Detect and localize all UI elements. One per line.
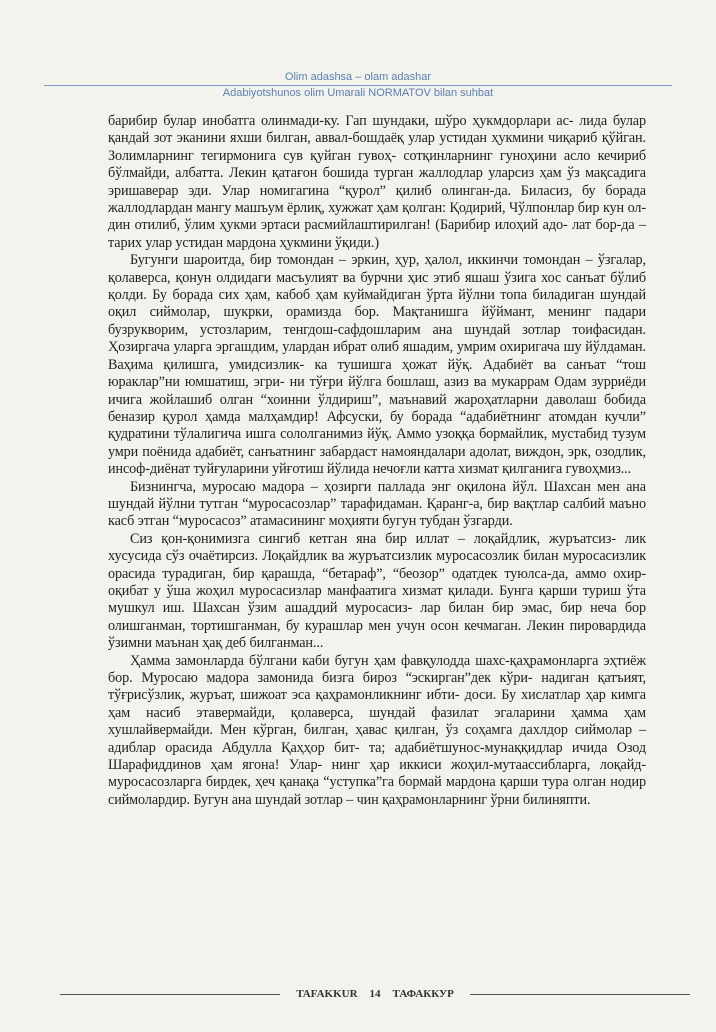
paragraph: Бизнингча, муросаю мадора – ҳозирги паллада энг оқилона йўл. Шахсан мен ана шундай йўлни тутган “муросасозлар” тарафидаман. Қаранг-а, бир вақтлар салбий маъно касб этган “муросасоз” атамасининг моҳияти бугун тубдан ўзгарди.	[108, 478, 646, 530]
paragraph: барибир булар инобатга олинмади-ку. Гап шундаки, шўро ҳукмдорлари ас- лида булар қандай зот эканини яхши билган, аввал-бошдаёқ улар устидан ҳукмини чиқариб қўйган. Золимларнинг тегирмонига сув қуйган гувоҳ- сотқинларнинг гуноҳини асло кечириб бўлмайди, албатта. Лекин қатағон бошида турган жаллодлар уларсиз ҳам ўз мақсадига эришаверар эди. Улар номигагина “қурол” қилиб олинган-да. Биласиз, бу борада жаллодлардан мангу машъум ёрлиқ, хужжат ҳам қолган: Қодирий, Чўлпонлар бир кун ол- дин отилиб, ўлим ҳукми эртаси расмийлаштирилган! (Барибир илоҳий адо- лат бор-да – тарих улар устидан мардона ҳукмини ўқиди.)	[108, 113, 646, 251]
running-head	[0, 70, 716, 100]
page-number: 14	[369, 988, 381, 1000]
running-subtitle: Adabiyotshunos olim Umarali NORMATOV bilan suhbat	[222, 87, 494, 99]
paragraph: Бугунги шароитда, бир томондан – эркин, ҳур, ҳалол, иккинчи томондан – ўзгалар, қолаверса, қонун олдидаги масъулият ва бурчни ҳис этиб яшаш ўзига хос санъат бўлиб қолди. Бу борада сих ҳам, кабоб ҳам куймайдиган ўрта йўлни топа биладиган шундай оқил сиймолар, шукрки, орамизда бор. Мақтанишга йўймант, менинг падари бузрукворим, устозларим, тенгдош-сафдошларим ана шундай зотлар тоифасидан. Ҳозиргача уларга эргашдим, улардан ибрат олиб яшадим, умрим охиригача шу йўлдаман. Ваҳима қилишга, умидсизлик- ка тушишга ҳожат йўқ. Адабиёт ва санъат “тош юраклар”ни юмшатиш, эгри- ни тўғри йўлга бошлаш, азиз ва мукаррам Одам зурриёди ичига жойлашиб олган “хоинни ўлдириш”, маънавий жароҳатларни даволаш бобида беназир қурол ҳамда малҳамдир! Афсуски, бу борада “адабиётнинг атомдан кучли” қудратини тўлалигича ишга сололганимиз йўқ. Аммо узоққа бормайлик, мустабид тузум умри поёнида адабиёт, санъатнинг забардаст намояндалари адолат, виждон, эрк, озодлик, инсоф-диёнат туйғуларини уйғотиш йўлида нечоғли катта хизмат қилганига гувоҳмиз...	[108, 252, 646, 478]
footer-journal-latin: TAFAKKUR	[296, 988, 358, 1000]
footer-journal-cyrillic: ТАФАККУР	[392, 988, 454, 1000]
paragraph: Ҳамма замонларда бўлгани каби бугун ҳам фавқулодда шахс-қаҳрамонларга эҳтиёж бор. Муросаю мадора замонида бизга бироз “эскирган”дек кўри- надиган қатъият, тўғрисўзлик, журъат, шижоат эса қаҳрамонликнинг ибти- доси. Бу хислатлар ҳар кимга ҳам насиб этавермайди, қолаверса, шундай фазилат эгаларини ҳамма ҳам хушлайвермайди. Мен кўрган, билган, ҳавас қилган, ўз соҳамга дахлдор сиймолар – адиблар орасида Абдулла Қаҳҳор бит- та; адабиётшунос-мунаққидлар ичида Озод Шарафиддинов ҳам ягона! Улар- нинг ҳар иккиси жоҳил-мутаассибларга, лоқайд-муросасозларга бирдек, ҳеч қанақа “уступка”га бормай мардона қарши тура олган нодир сиймолардир. Бугун ана шундай зотлар – чин қаҳрамонларнинг ўрни билиняпти.	[108, 652, 646, 808]
running-title: Olim adashsa – olam adashar	[284, 71, 432, 83]
paragraph: Сиз қон-қонимизга сингиб кетган яна бир иллат – лоқайдлик, журъатсиз- лик хусусида сўз очаётирсиз. Лоқайдлик ва журъатсизлик муросасозлик билан муросасизлик орасида турадиган, бир қарашда, “бетараф”, “беозор” одатдек туюлса-да, аммо охир-оқибат у ўша жоҳил муросасизлар манфаатига хизмат қилади. Бунга қарши туриш ўта мушкул иш. Шахсан ўзим ашаддий муросасиз- лар билан бир эмас, бир неча бор олишганман, тортишганман, бу курашлар мен учун осон кечмаган. Лекин пировардида ўзимни маънан ҳақ деб билганман...	[108, 530, 646, 652]
footer-rule-right	[470, 994, 690, 995]
article-body	[108, 113, 646, 809]
footer-rule-left	[60, 994, 280, 995]
page-footer	[60, 987, 690, 1001]
